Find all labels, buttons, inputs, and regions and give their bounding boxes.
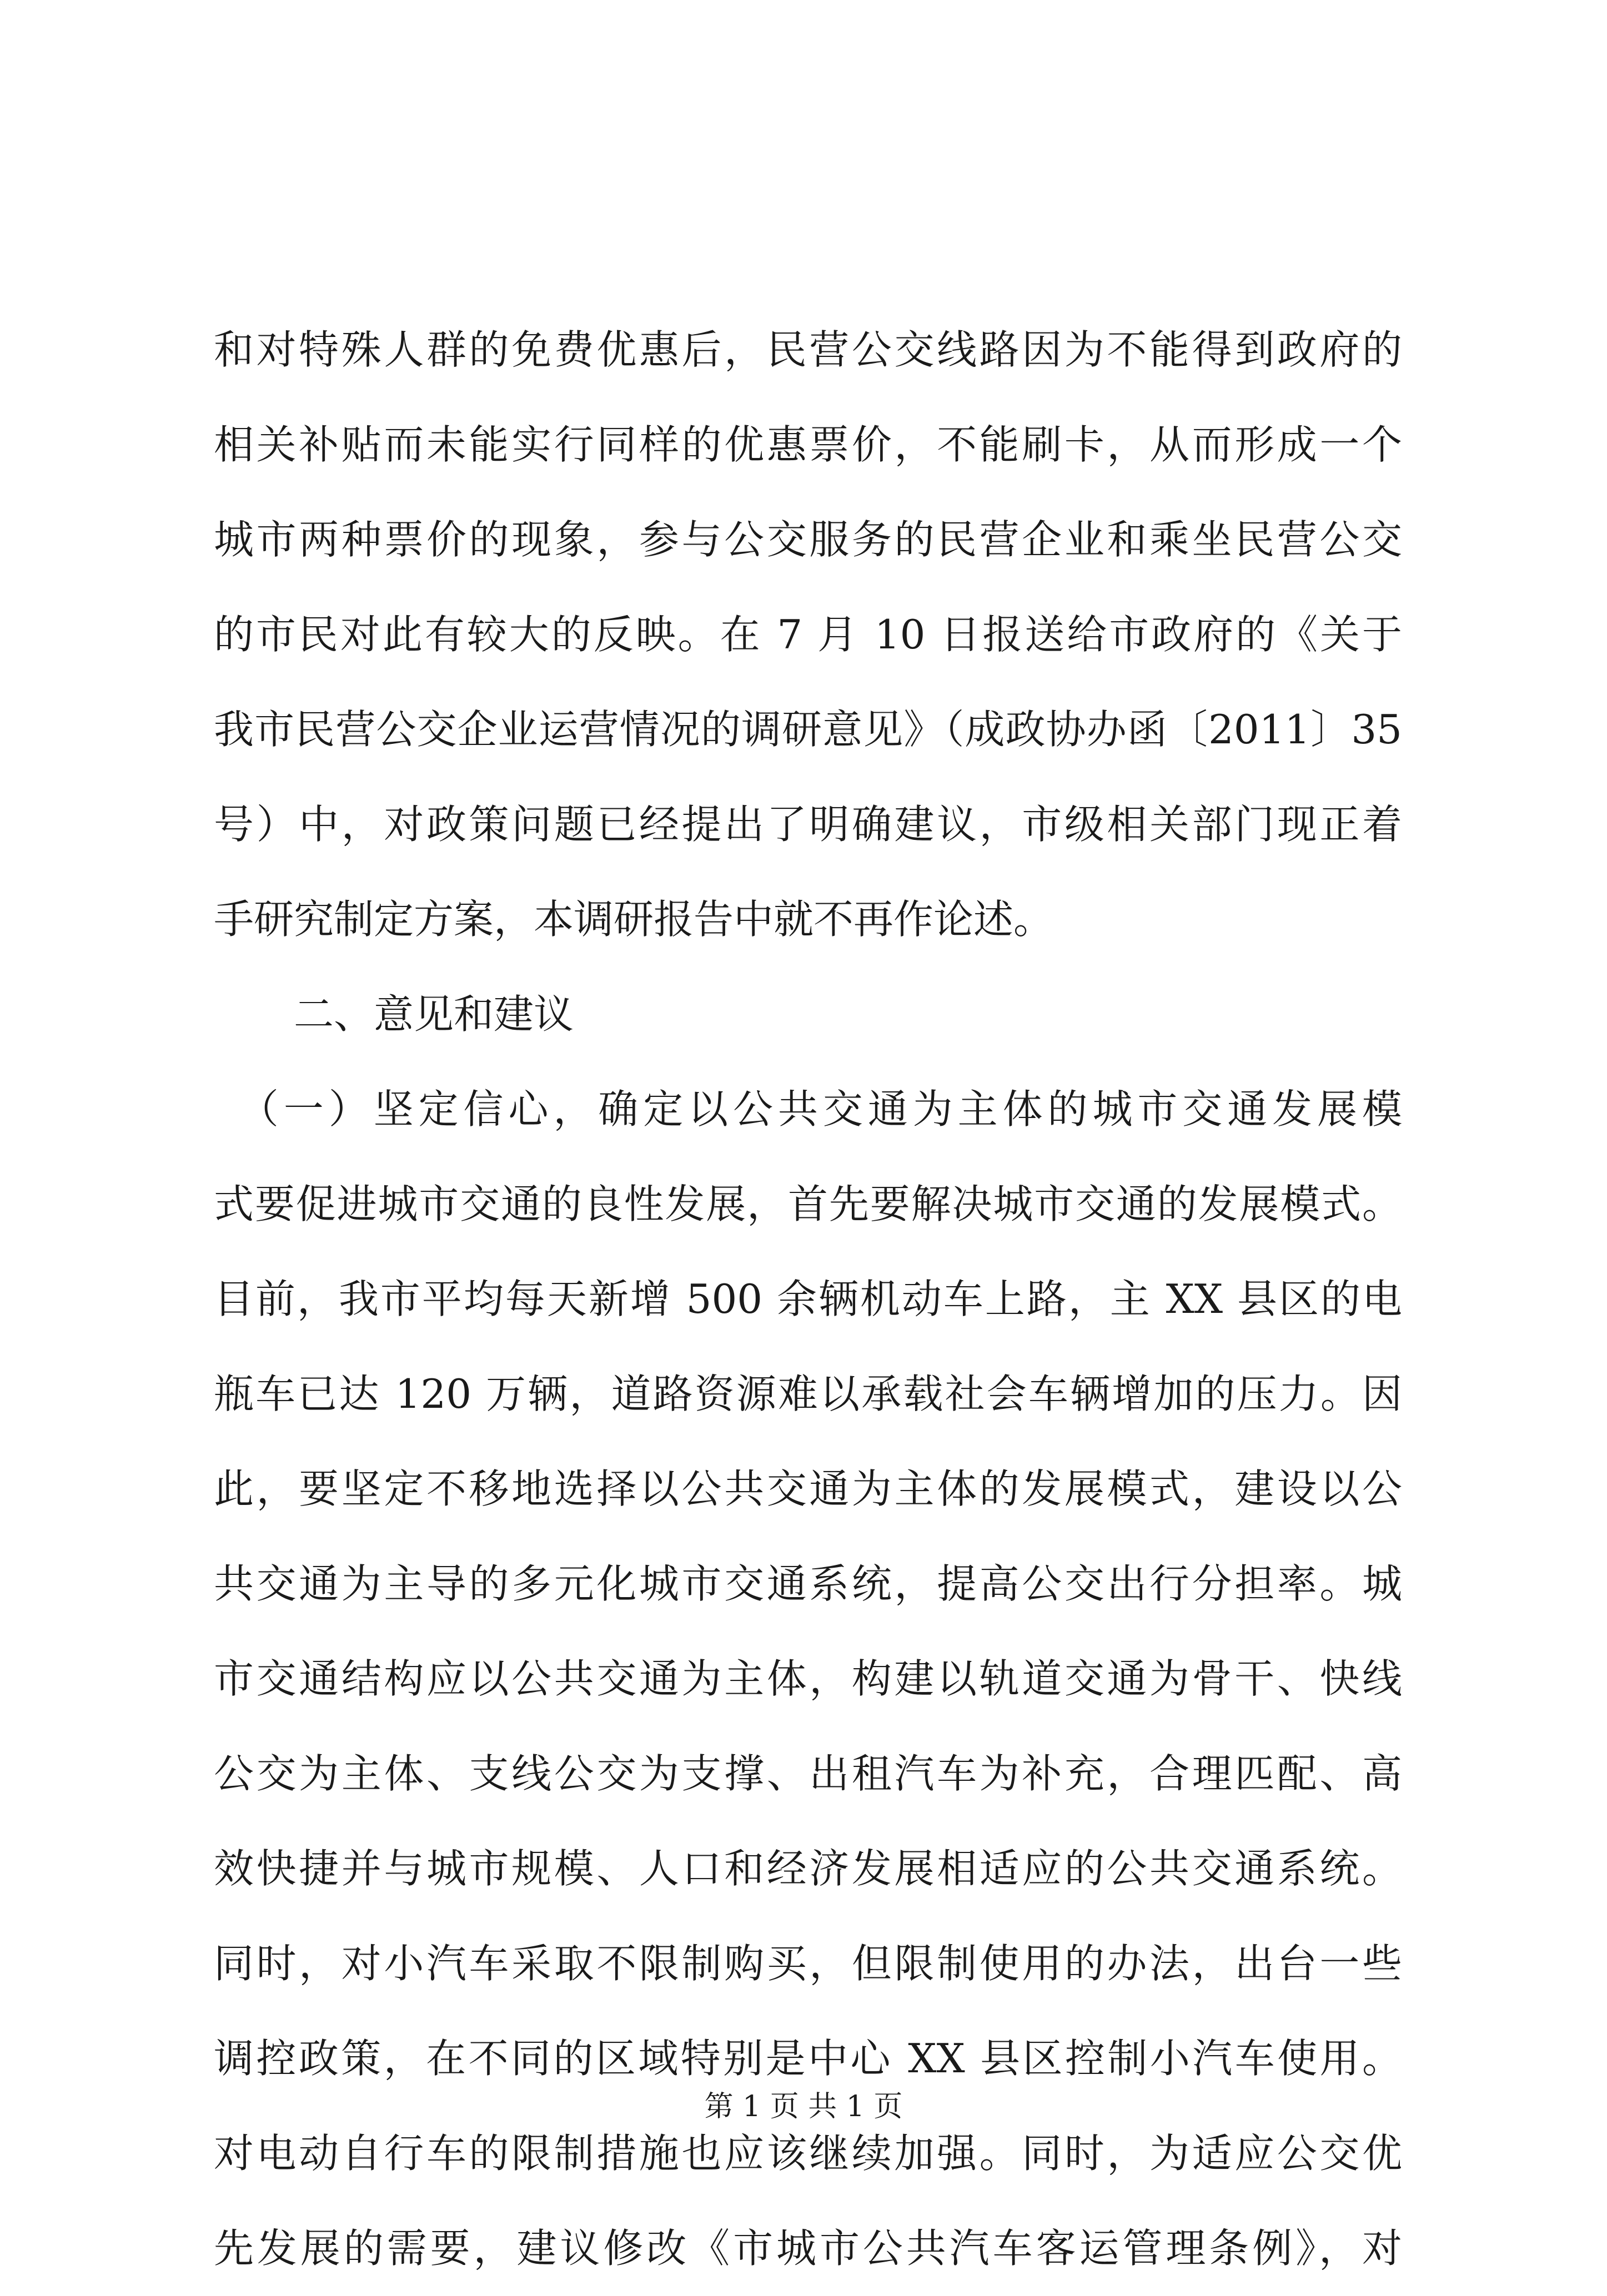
text-line: 号）中，对政策问题已经提出了明确建议，市级相关部门现正着 xyxy=(214,801,1402,848)
text-line: 瓶车已达 120 万辆，道路资源难以承载社会车辆增加的压力。因 xyxy=(214,1371,1402,1417)
text-line: 对电动自行车的限制措施也应该继续加强。同时，为适应公交优 xyxy=(214,2130,1402,2177)
page-footer xyxy=(0,2087,1607,2126)
text-line: 公交为主体、支线公交为支撑、出租汽车为补充，合理匹配、高 xyxy=(214,1750,1402,1797)
text-line: （一）坚定信心，确定以公共交通为主体的城市交通发展模 xyxy=(214,1086,1402,1132)
text-line: 此，要坚定不移地选择以公共交通为主体的发展模式，建设以公 xyxy=(214,1466,1402,1512)
text-line: 效快捷并与城市规模、人口和经济发展相适应的公共交通系统。 xyxy=(214,1845,1402,1892)
text-line: 手研究制定方案，本调研报告中就不再作论述。 xyxy=(214,896,1054,943)
text-line: 和对特殊人群的免费优惠后，民营公交线路因为不能得到政府的 xyxy=(214,326,1402,373)
text-line: 城市两种票价的现象，参与公交服务的民营企业和乘坐民营公交 xyxy=(214,516,1402,563)
text-line: 我市民营公交企业运营情况的调研意见》（成政协办函〔2011〕35 xyxy=(214,706,1402,753)
text-line: 同时，对小汽车采取不限制购买，但限制使用的办法，出台一些 xyxy=(214,1940,1402,1987)
text-line: 式要促进城市交通的良性发展，首先要解决城市交通的发展模式。 xyxy=(214,1181,1402,1227)
body-text xyxy=(214,303,1402,2296)
text-line: 调控政策，在不同的区域特别是中心 XX 县区控制小汽车使用。 xyxy=(214,2035,1402,2082)
text-line: 共交通为主导的多元化城市交通系统，提高公交出行分担率。城 xyxy=(214,1560,1402,1607)
text-line: 的市民对此有较大的反映。在 7 月 10 日报送给市政府的《关于 xyxy=(214,611,1402,658)
page-number: 第 1 页 共 1 页 xyxy=(704,2090,903,2123)
text-line: 先发展的需要，建议修改《市城市公共汽车客运管理条例》，对 xyxy=(214,2225,1402,2272)
text-line: 目前，我市平均每天新增 500 余辆机动车上路，主 XX 县区的电 xyxy=(214,1276,1402,1322)
text-line: 相关补贴而未能实行同样的优惠票价，不能刷卡，从而形成一个 xyxy=(214,421,1402,468)
section-heading: 二、意见和建议 xyxy=(214,991,574,1038)
text-line: 市交通结构应以公共交通为主体，构建以轨道交通为骨干、快线 xyxy=(214,1655,1402,1702)
